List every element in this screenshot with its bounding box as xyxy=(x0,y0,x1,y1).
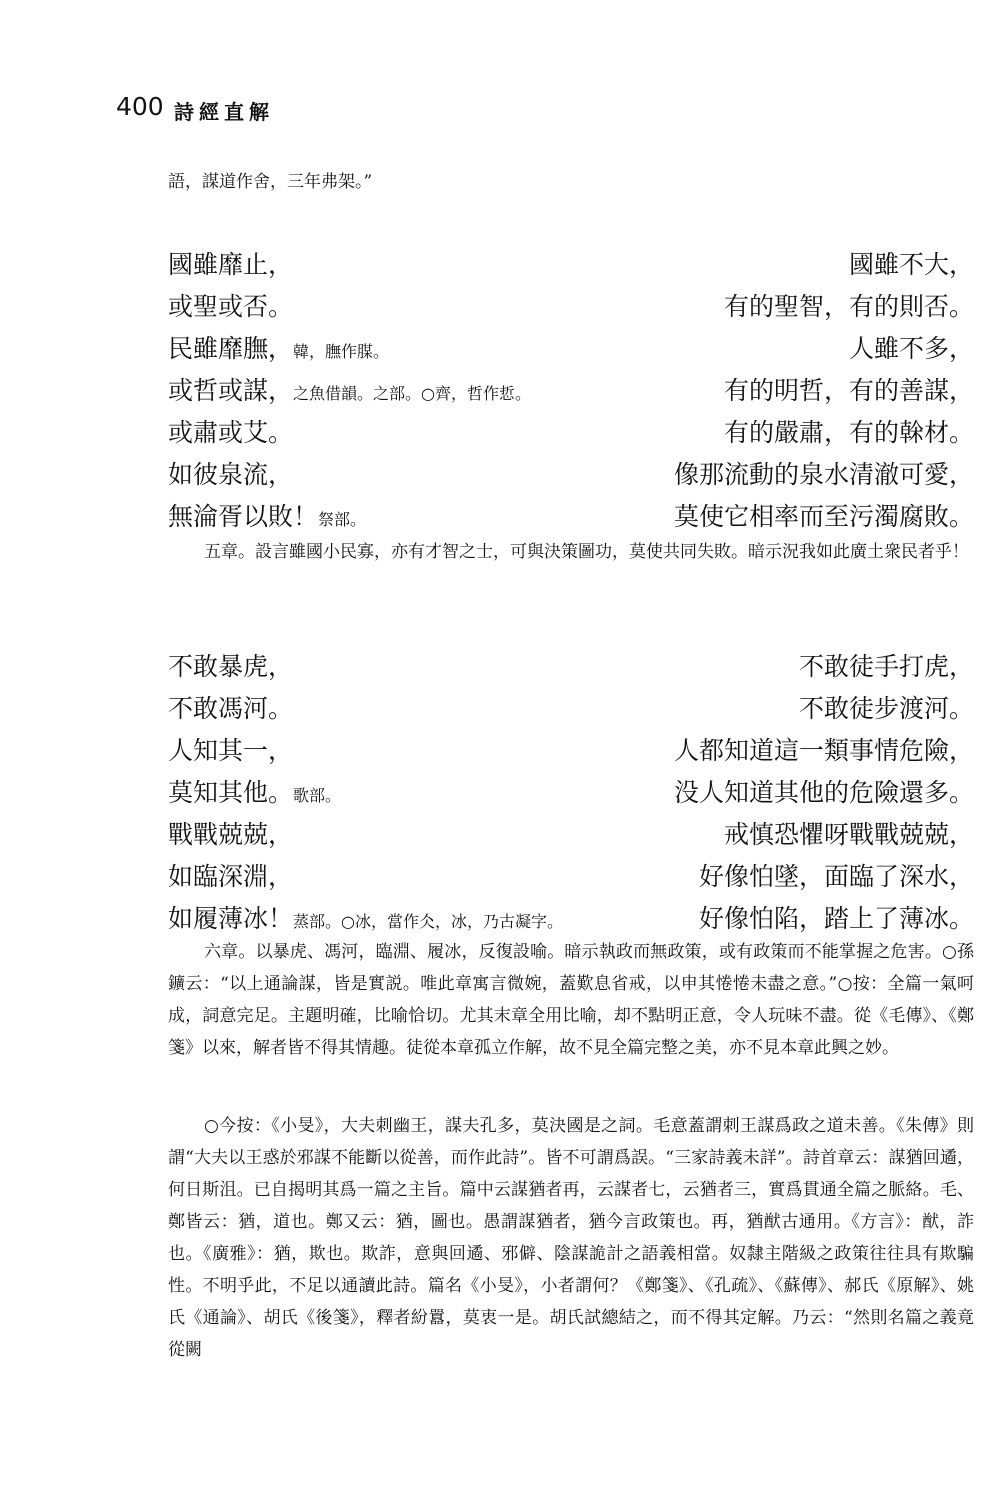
verse-note: 蒸部。○冰，當作仌，冰，乃古凝字。 xyxy=(293,912,563,931)
verse-translation: 像那流動的泉水清澈可愛， xyxy=(673,460,974,489)
verse-note: 之魚借韻。之部。○齊，哲作悊。 xyxy=(293,384,531,403)
intro-line: 語，謀道作舍，三年弗架。” xyxy=(168,172,373,192)
verse-original: 莫知其他。 xyxy=(168,778,294,807)
verse-line xyxy=(168,371,974,413)
verse-translation: 有的明哲，有的善謀， xyxy=(723,376,974,405)
verse-line xyxy=(168,245,974,287)
verse-translation: 人都知道這一類事情危險， xyxy=(673,736,974,765)
verse-original: 人知其一， xyxy=(168,736,294,765)
verse-note: 祭部。 xyxy=(318,510,367,529)
verse-line xyxy=(168,647,974,689)
final-note: ○今按：《小旻》，大夫刺幽王，謀夫孔多，莫決國是之詞。毛意蓋謂刺王謀爲政之道未善。《朱傳》則謂“大夫以王惑於邪謀不能斷以從善，而作此詩”。皆不可謂爲誤。“三家詩義未詳”。詩首章云：謀猶回遹，何日斯沮。已自揭明其爲一篇之主旨。篇中云謀猶者再，云謀者七，云猶者三，實爲貫通全篇之脈絡。毛、鄭皆云：猶，道也。鄭又云：猶，圖也。愚謂謀猶者，猶今言政策也。再，猶猷古通用。《方言》：猷，詐也。《廣雅》：猶，欺也。欺詐，意與回遹、邪僻、陰謀詭計之語義相當。奴隸主階級之政策往往具有欺騙性。不明乎此，不足以通讀此詩。篇名《小旻》，小者謂何？《鄭箋》、《孔疏》、《蘇傳》、郝氏《原解》、姚氏《通論》、胡氏《後箋》，釋者紛囂，莫衷一是。胡氏試總結之，而不得其定解。乃云：“然則名篇之義竟從闕 xyxy=(168,1116,974,1360)
verse-translation: 不敢徒步渡河。 xyxy=(798,694,974,723)
stanza-6-commentary: 六章。以暴虎、馮河，臨淵、履冰，反復設喻。暗示執政而無政策，或有政策而不能掌握之危害。○孫鑛云：“以上通論謀，皆是實説。唯此章寓言微婉，蓋歎息省戒，以申其惓惓未盡之意。”○按：全篇一氣呵成，詞意完足。主題明確，比喻恰切。尤其末章全用比喻，却不點明正意，令人玩味不盡。從《毛傳》、《鄭箋》以來，解者皆不得其情趣。徒從本章孤立作解，故不見全篇完整之美，亦不見本章此興之妙。 xyxy=(168,942,974,1058)
verse-line xyxy=(168,287,974,329)
verse-line xyxy=(168,773,974,815)
stanza-5-commentary: 五章。設言雖國小民寡，亦有才智之士，可與決策圖功，莫使共同失敗。暗示況我如此廣土衆民者乎！ xyxy=(204,542,969,562)
verse-line xyxy=(168,899,974,941)
verse-line xyxy=(168,857,974,899)
verse-translation: 不敢徒手打虎， xyxy=(798,652,974,681)
verse-translation: 莫使它相率而至污濁腐敗。 xyxy=(673,502,974,531)
verse-line xyxy=(168,689,974,731)
verse-translation: 没人知道其他的危險還多。 xyxy=(673,778,974,807)
verse-line xyxy=(168,815,974,857)
verse-original: 民雖靡膴， xyxy=(168,334,294,363)
verse-original: 如臨深淵， xyxy=(168,862,294,891)
verse-original: 不敢暴虎， xyxy=(168,652,294,681)
page-number: 400 xyxy=(116,92,164,121)
verse-translation: 有的聖智，有的則否。 xyxy=(723,292,974,321)
verse-original: 如彼泉流， xyxy=(168,460,294,489)
verse-line xyxy=(168,455,974,497)
verse-original: 或聖或否。 xyxy=(168,292,294,321)
verse-translation: 人雖不多， xyxy=(848,334,974,363)
verse-translation: 好像怕墜，面臨了深水， xyxy=(698,862,974,891)
verse-line xyxy=(168,413,974,455)
verse-translation: 有的嚴肅，有的榦材。 xyxy=(723,418,974,447)
verse-original: 或肅或艾。 xyxy=(168,418,294,447)
verse-original: 或哲或謀， xyxy=(168,376,294,405)
verse-original: 不敢馮河。 xyxy=(168,694,294,723)
verse-original: 無淪胥以敗！ xyxy=(168,502,319,531)
book-title: 詩經直解 xyxy=(174,100,274,124)
verse-original: 戰戰兢兢， xyxy=(168,820,294,849)
verse-translation: 好像怕陷，踏上了薄冰。 xyxy=(698,904,974,933)
verse-line xyxy=(168,497,974,539)
verse-line xyxy=(168,329,974,371)
verse-original: 如履薄冰！ xyxy=(168,904,294,933)
verse-note: 韓，膴作腜。 xyxy=(293,342,390,361)
verse-translation: 國雖不大， xyxy=(848,250,974,279)
verse-translation: 戒慎恐懼呀戰戰兢兢， xyxy=(723,820,974,849)
verse-original: 國雖靡止， xyxy=(168,250,294,279)
verse-note: 歌部。 xyxy=(293,786,342,805)
verse-line xyxy=(168,731,974,773)
